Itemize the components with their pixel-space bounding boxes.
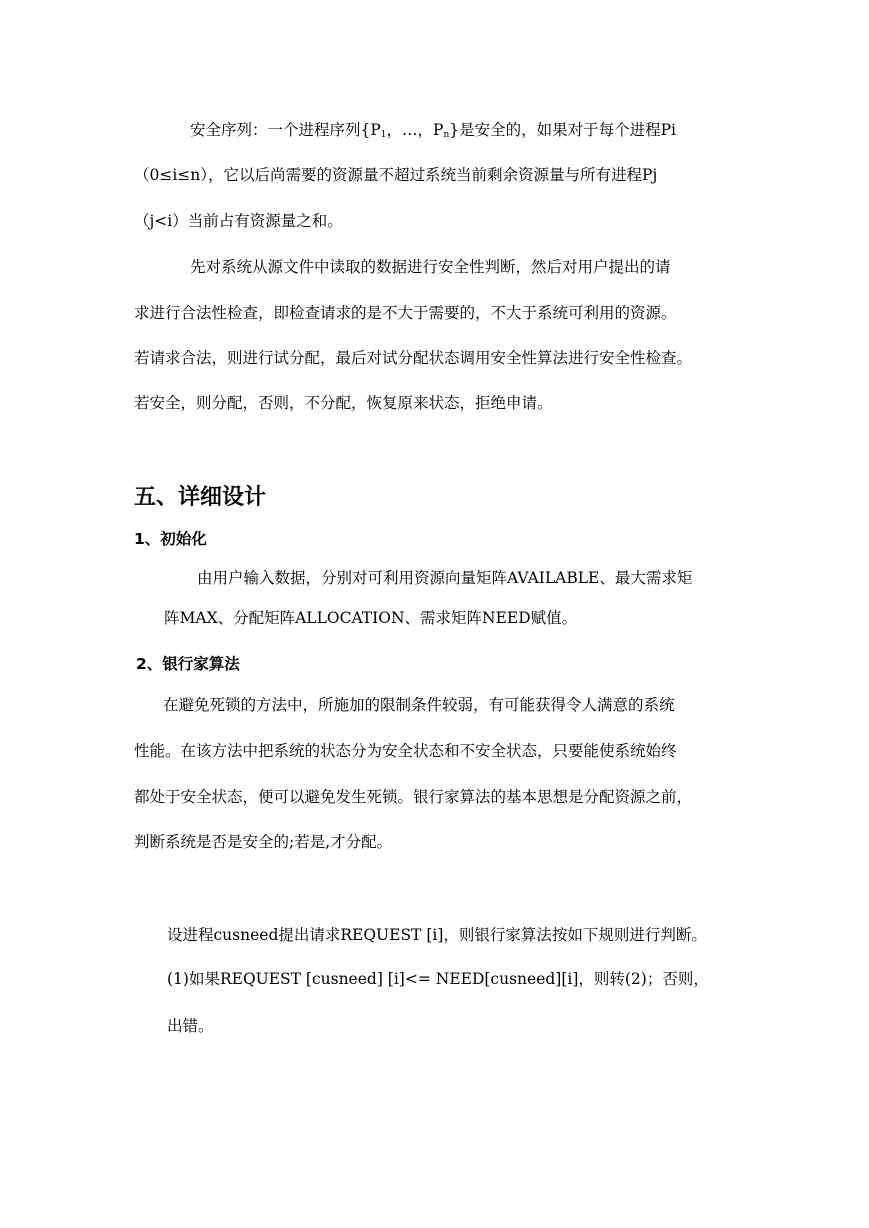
- sub1-line-1: 由用户输入数据，分别对可利用资源向量矩阵AVAILABLE、最大需求矩: [197, 569, 693, 587]
- sub2-line-1: 在避免死锁的方法中，所施加的限制条件较弱，有可能获得令人满意的系统: [163, 696, 675, 714]
- sub1-line-2: 阵MAX、分配矩阵ALLOCATION、需求矩阵NEED赋值。: [164, 609, 578, 627]
- safe-sequence-line-2: （0≤i≤n），它以后尚需要的资源量不超过系统当前剩余资源量与所有进程Pj: [134, 166, 658, 184]
- check-paragraph-line-4: 若安全，则分配，否则，不分配，恢复原来状态，拒绝申请。: [134, 394, 553, 412]
- subsection-2-title: 2、银行家算法: [136, 655, 240, 673]
- sub2-line-4: 判断系统是否是安全的;若是,才分配。: [134, 833, 393, 851]
- check-paragraph-line-2: 求进行合法性检查，即检查请求的是不大于需要的，不大于系统可利用的资源。: [134, 304, 677, 322]
- request-line-2: (1)如果REQUEST [cusneed] [i]<= NEED[cusneed][i]，则转(2)；否则，: [167, 970, 709, 988]
- sub2-line-3: 都处于安全状态，便可以避免发生死锁。银行家算法的基本思想是分配资源之前，: [134, 788, 693, 806]
- check-paragraph-line-3: 若请求合法，则进行试分配，最后对试分配状态调用安全性算法进行安全性检查。: [134, 349, 693, 367]
- check-paragraph-line-1: 先对系统从源文件中读取的数据进行安全性判断，然后对用户提出的请: [190, 258, 671, 276]
- request-line-3: 出错。: [167, 1017, 214, 1035]
- safe-sequence-line-3: （j<i）当前占有资源量之和。: [134, 212, 343, 230]
- request-line-1: 设进程cusneed提出请求REQUEST [i]，则银行家算法按如下规则进行判断。: [167, 926, 707, 944]
- section-title: 五、详细设计: [134, 485, 267, 510]
- safe-sequence-line-1: 安全序列：一个进程序列{$P_1$，…，$P_n$}是安全的，如果对于每个进程Pi: [190, 121, 677, 140]
- subsection-1-title: 1、初始化: [134, 530, 207, 548]
- sub2-line-2: 性能。在该方法中把系统的状态分为安全状态和不安全状态，只要能使系统始终: [134, 742, 677, 760]
